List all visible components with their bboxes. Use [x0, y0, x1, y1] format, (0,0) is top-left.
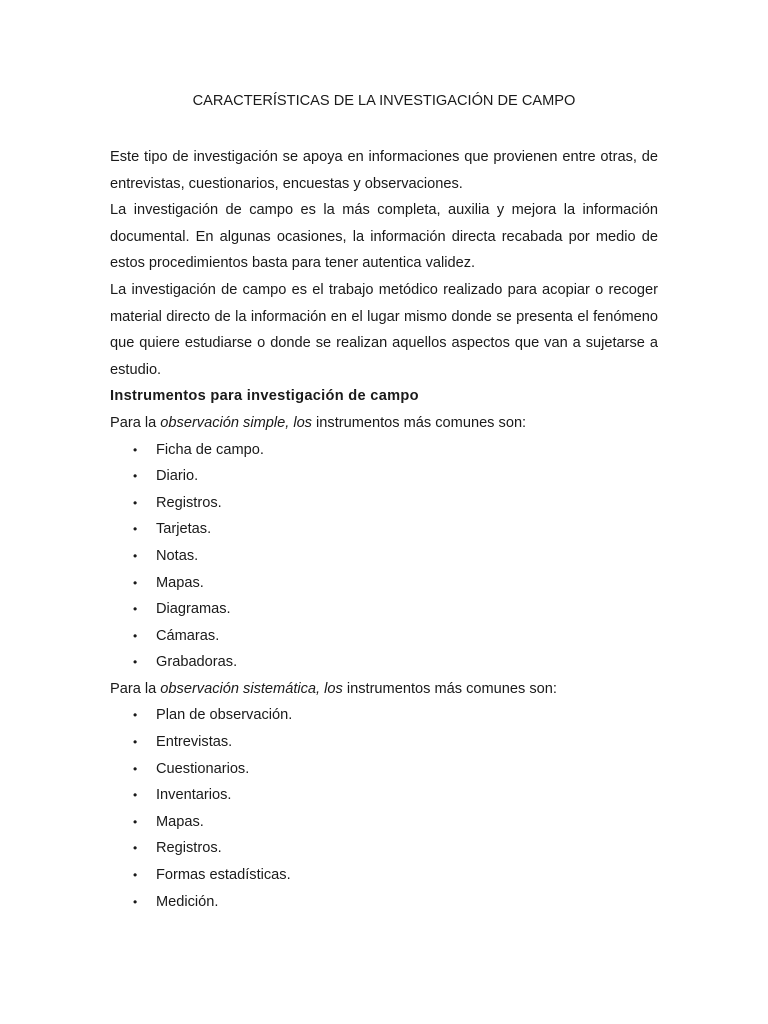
list-item — [133, 862, 658, 889]
sistematica-instruments-list — [110, 702, 658, 915]
bullet-icon: • — [133, 655, 138, 670]
list-item — [133, 596, 658, 623]
list-item — [133, 729, 658, 756]
list-item — [133, 463, 658, 490]
list-item-text: Ficha de campo. — [156, 441, 264, 458]
sistematica-intro-emphasis: observación sistemática, los — [160, 680, 343, 697]
list-item-text: Formas estadísticas. — [156, 867, 291, 884]
list-item — [133, 516, 658, 543]
list-item — [133, 782, 658, 809]
list-item-text: Mapas. — [156, 813, 204, 830]
bullet-icon: • — [133, 469, 138, 484]
list-item — [133, 623, 658, 650]
list-item-text: Diagramas. — [156, 601, 231, 618]
list-item — [133, 702, 658, 729]
sistematica-intro-suffix: instrumentos más comunes son: — [342, 680, 557, 697]
document-title: CARACTERÍSTICAS DE LA INVESTIGACIÓN DE CAMPO — [192, 93, 576, 109]
list-item-text: Registros. — [156, 494, 222, 511]
bullet-icon: • — [133, 868, 138, 883]
list-item — [133, 756, 658, 783]
bullet-icon: • — [133, 495, 138, 510]
bullet-icon: • — [133, 761, 138, 776]
bullet-icon: • — [133, 602, 138, 617]
simple-intro-emphasis: observación simple, los — [160, 414, 312, 431]
document-page — [110, 84, 658, 915]
simple-intro-suffix: instrumentos más comunes son: — [311, 414, 527, 431]
paragraph-2: La investigación de campo es la más completa, auxilia y mejora la información documental. En algunas ocasiones, la información directa recabada por medio de estos procedimientos basta para tener autentica validez. — [110, 202, 658, 272]
list-item — [133, 649, 658, 676]
list-item — [133, 490, 658, 517]
list-item-text: Notas. — [156, 547, 199, 564]
list-item — [133, 889, 658, 916]
list-item — [133, 835, 658, 862]
list-item-text: Cuestionarios. — [156, 760, 250, 777]
simple-intro-prefix: Para la — [110, 414, 161, 431]
bullet-icon: • — [133, 788, 138, 803]
list-item — [133, 543, 658, 570]
list-item-text: Diario. — [156, 468, 199, 485]
sistematica-intro — [110, 676, 658, 703]
section-heading: Instrumentos para investigación de campo — [110, 388, 419, 405]
bullet-icon: • — [133, 894, 138, 909]
bullet-icon: • — [133, 628, 138, 643]
paragraph-1: Este tipo de investigación se apoya en informaciones que provienen entre otras, de entrevistas, cuestionarios, encuestas y observaciones. — [110, 149, 658, 192]
list-item-text: Cámaras. — [156, 627, 220, 644]
bullet-icon: • — [133, 708, 138, 723]
list-item-text: Medición. — [156, 893, 219, 910]
list-item-text: Inventarios. — [156, 787, 232, 804]
bullet-icon: • — [133, 548, 138, 563]
list-item — [133, 809, 658, 836]
bullet-icon: • — [133, 735, 138, 750]
bullet-icon: • — [133, 442, 138, 457]
bullet-icon: • — [133, 522, 138, 537]
list-item-text: Registros. — [156, 840, 222, 857]
list-item-text: Plan de observación. — [156, 707, 293, 724]
bullet-icon: • — [133, 841, 138, 856]
bullet-icon: • — [133, 814, 138, 829]
sistematica-intro-prefix: Para la — [110, 680, 161, 697]
list-item-text: Entrevistas. — [156, 734, 233, 751]
list-item — [133, 437, 658, 464]
simple-instruments-list — [110, 437, 658, 676]
paragraph-3: La investigación de campo es el trabajo metódico realizado para acopiar o recoger material directo de la información en el lugar mismo donde se presenta el fenómeno que quiere estudiarse o donde se realizan aquellos aspectos que van a sujetarse a estudio. — [110, 281, 658, 378]
simple-intro — [110, 410, 658, 437]
list-item-text: Mapas. — [156, 574, 204, 591]
list-item — [133, 570, 658, 597]
list-item-text: Grabadoras. — [156, 654, 238, 671]
bullet-icon: • — [133, 575, 138, 590]
list-item-text: Tarjetas. — [156, 521, 212, 538]
